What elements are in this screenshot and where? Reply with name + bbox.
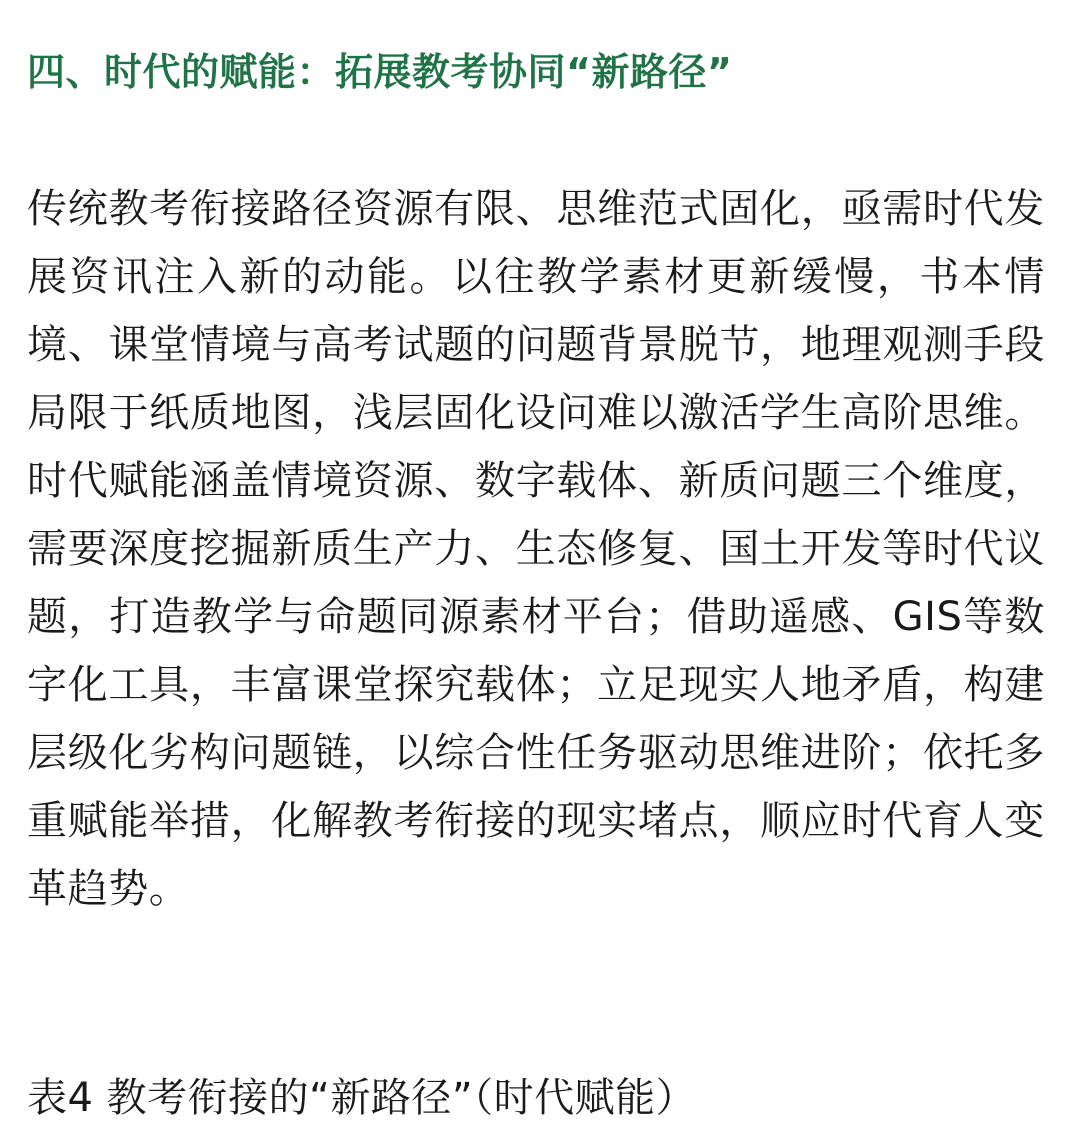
table-caption: 表4 教考衔接的“新路径”（时代赋能） [27, 1075, 697, 1121]
section-heading: 四、时代的赋能：拓展教考协同“新路径” [27, 50, 733, 94]
body-paragraph: 传统教考衔接路径资源有限、思维范式固化，亟需时代发展资讯注入新的动能。以往教学素材更新缓慢，书本情境、课堂情境与高考试题的问题背景脱节，地理观测手段局限于纸质地图，浅层固化设问难以激活学生高阶思维。时代赋能涵盖情境资源、数字载体、新质问题三个维度，需要深度挖掘新质生产力、生态修复、国土开发等时代议题，打造教学与命题同源素材平台；借助遥感、GIS等数字化工具，丰富课堂探究载体；立足现实人地矛盾，构建层级化劣构问题链，以综合性任务驱动思维进阶；依托多重赋能举措，化解教考衔接的现实堵点，顺应时代育人变革趋势。 [27, 186, 1045, 912]
